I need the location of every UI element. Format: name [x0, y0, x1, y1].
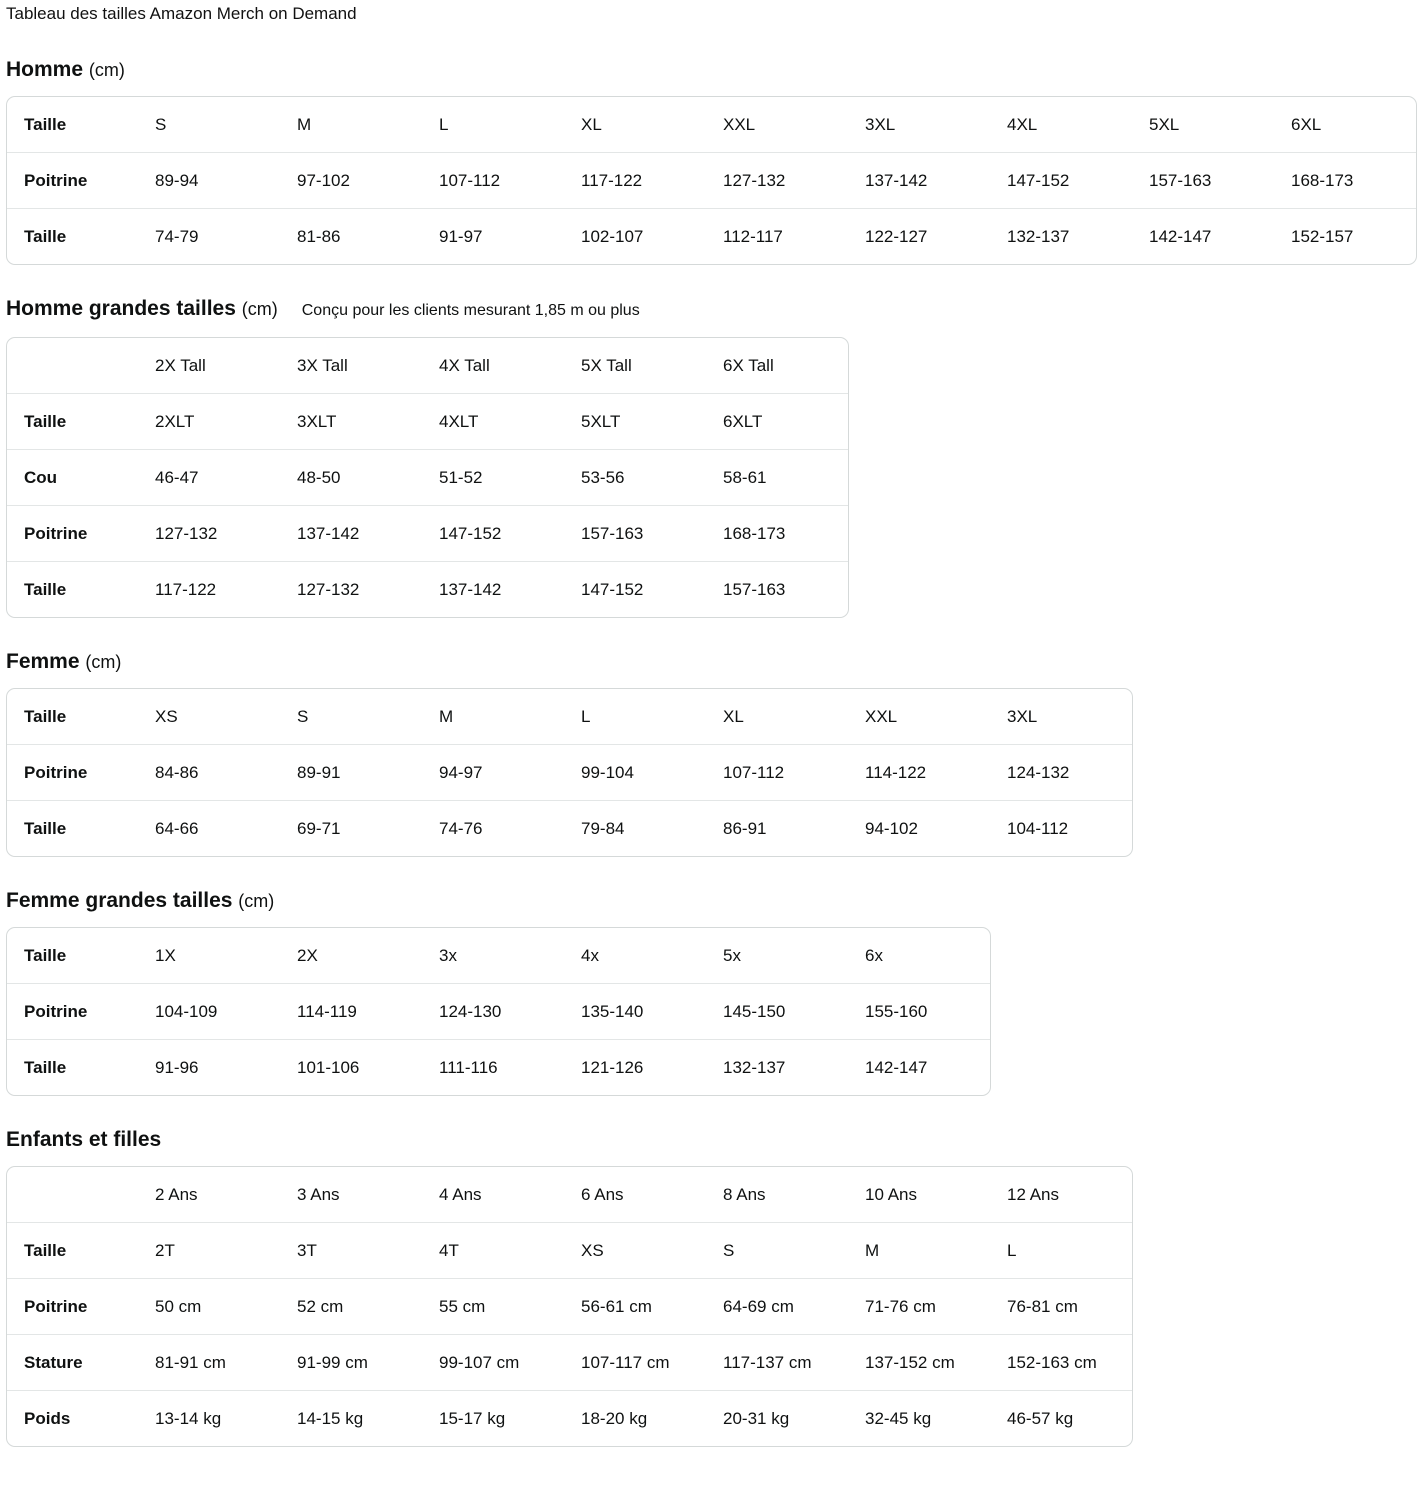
table-row: [7, 1334, 1132, 1390]
value-cell: 104-112: [990, 800, 1132, 856]
value-cell: 15-17 kg: [422, 1390, 564, 1446]
row-label-cell: Poids: [7, 1390, 138, 1446]
section-heading-femme-grandes-tailles: [6, 887, 1411, 915]
value-cell: 5XLT: [564, 393, 706, 449]
value-cell: 107-112: [706, 744, 848, 800]
section-femme: [6, 648, 1411, 857]
column-header-cell: 6 Ans: [581, 1184, 624, 1204]
value-cell: 64-69 cm: [706, 1278, 848, 1334]
value-cell: 58-61: [706, 449, 848, 505]
section-heading-homme: [6, 56, 1411, 84]
value-cell: 2T: [138, 1222, 280, 1278]
value-cell: 114-119: [280, 983, 422, 1039]
table-row: [7, 208, 1416, 264]
value-cell: 97-102: [280, 152, 422, 208]
value-cell: 99-104: [564, 744, 706, 800]
row-label-cell: [7, 1167, 138, 1222]
section-heading-text: Femme: [6, 650, 80, 673]
size-table-femme-grandes-tailles: [6, 927, 991, 1096]
section-heading-text: Femme grandes tailles: [6, 889, 233, 912]
column-header-cell: 5X Tall: [581, 355, 632, 375]
table-row: [7, 1390, 1132, 1446]
column-header-cell: 8 Ans: [723, 1184, 766, 1204]
size-table-homme-grandes-tailles: [6, 337, 849, 618]
value-cell: 124-132: [990, 744, 1132, 800]
value-cell: 94-97: [422, 744, 564, 800]
value-cell: 91-99 cm: [280, 1334, 422, 1390]
row-label-cell: [7, 338, 138, 393]
value-cell: 89-91: [280, 744, 422, 800]
value-cell: 3T: [280, 1222, 422, 1278]
value-cell: 89-94: [138, 152, 280, 208]
table-row: [7, 1039, 990, 1095]
table-header-row: [7, 1167, 1132, 1222]
value-cell: 168-173: [1274, 152, 1416, 208]
column-header-cell: 5x: [723, 945, 741, 965]
value-cell: 135-140: [564, 983, 706, 1039]
row-label-cell: Poitrine: [7, 1278, 138, 1334]
value-cell: M: [848, 1222, 990, 1278]
value-cell: 145-150: [706, 983, 848, 1039]
value-cell: 157-163: [706, 561, 848, 617]
value-cell: 117-122: [564, 152, 706, 208]
value-cell: 107-117 cm: [564, 1334, 706, 1390]
value-cell: 14-15 kg: [280, 1390, 422, 1446]
value-cell: 50 cm: [138, 1278, 280, 1334]
value-cell: 18-20 kg: [564, 1390, 706, 1446]
row-label-cell: Stature: [7, 1334, 138, 1390]
value-cell: 84-86: [138, 744, 280, 800]
column-header-cell: XL: [581, 114, 602, 134]
value-cell: 142-147: [1132, 208, 1274, 264]
value-cell: 114-122: [848, 744, 990, 800]
column-header-cell: 4 Ans: [439, 1184, 482, 1204]
section-heading-unit: (cm): [85, 652, 122, 672]
value-cell: 127-132: [280, 561, 422, 617]
column-header-cell: 6x: [865, 945, 883, 965]
value-cell: 147-152: [990, 152, 1132, 208]
value-cell: 111-116: [422, 1039, 564, 1095]
table-row: [7, 393, 848, 449]
column-header-cell: 12 Ans: [1007, 1184, 1059, 1204]
value-cell: 137-142: [848, 152, 990, 208]
value-cell: 81-91 cm: [138, 1334, 280, 1390]
section-heading-femme: [6, 648, 1411, 676]
section-heading-unit: (cm): [241, 299, 278, 319]
size-table-femme: [6, 688, 1133, 857]
value-cell: 104-109: [138, 983, 280, 1039]
value-cell: 71-76 cm: [848, 1278, 990, 1334]
table-row: [7, 983, 990, 1039]
value-cell: 55 cm: [422, 1278, 564, 1334]
value-cell: 132-137: [706, 1039, 848, 1095]
column-header-cell: S: [297, 706, 309, 726]
table-row: [7, 561, 848, 617]
value-cell: 107-112: [422, 152, 564, 208]
value-cell: 101-106: [280, 1039, 422, 1095]
column-header-cell: XL: [723, 706, 744, 726]
value-cell: 137-152 cm: [848, 1334, 990, 1390]
value-cell: 4T: [422, 1222, 564, 1278]
column-header-cell: 3XL: [1007, 706, 1038, 726]
table-header-row: [7, 338, 848, 393]
column-header-cell: M: [439, 706, 454, 726]
row-label-cell: Taille: [24, 114, 67, 134]
value-cell: 53-56: [564, 449, 706, 505]
value-cell: 20-31 kg: [706, 1390, 848, 1446]
table-row: [7, 505, 848, 561]
value-cell: 155-160: [848, 983, 990, 1039]
section-homme-grandes-tailles: [6, 295, 1411, 618]
value-cell: 64-66: [138, 800, 280, 856]
value-cell: 74-76: [422, 800, 564, 856]
column-header-cell: 3XL: [865, 114, 896, 134]
value-cell: XS: [564, 1222, 706, 1278]
row-label-cell: Cou: [7, 449, 138, 505]
column-header-cell: 2 Ans: [155, 1184, 198, 1204]
value-cell: 152-157: [1274, 208, 1416, 264]
row-label-cell: Taille: [7, 393, 138, 449]
column-header-cell: 6XL: [1291, 114, 1322, 134]
value-cell: 112-117: [706, 208, 848, 264]
value-cell: 127-132: [706, 152, 848, 208]
row-label-cell: Poitrine: [7, 744, 138, 800]
column-header-cell: S: [155, 114, 167, 134]
section-heading-text: Homme: [6, 58, 84, 81]
value-cell: 46-47: [138, 449, 280, 505]
table-row: [7, 1222, 1132, 1278]
row-label-cell: Poitrine: [7, 152, 138, 208]
column-header-cell: 3 Ans: [297, 1184, 340, 1204]
value-cell: 99-107 cm: [422, 1334, 564, 1390]
column-header-cell: 3X Tall: [297, 355, 348, 375]
value-cell: 32-45 kg: [848, 1390, 990, 1446]
row-label-cell: Taille: [7, 800, 138, 856]
value-cell: 69-71: [280, 800, 422, 856]
column-header-cell: 1X: [155, 945, 176, 965]
table-row: [7, 449, 848, 505]
table-header-row: [7, 689, 1132, 744]
section-heading-text: Homme grandes tailles: [6, 297, 236, 320]
column-header-cell: XXL: [865, 706, 898, 726]
column-header-cell: 3x: [439, 945, 457, 965]
value-cell: 157-163: [1132, 152, 1274, 208]
value-cell: 51-52: [422, 449, 564, 505]
value-cell: 137-142: [422, 561, 564, 617]
value-cell: 147-152: [564, 561, 706, 617]
value-cell: 152-163 cm: [990, 1334, 1132, 1390]
section-heading-note: Conçu pour les clients mesurant 1,85 m ou plus: [301, 302, 640, 319]
value-cell: 76-81 cm: [990, 1278, 1132, 1334]
table-header-row: [7, 928, 990, 983]
value-cell: 48-50: [280, 449, 422, 505]
value-cell: 147-152: [422, 505, 564, 561]
value-cell: 81-86: [280, 208, 422, 264]
value-cell: 46-57 kg: [990, 1390, 1132, 1446]
section-heading-homme-grandes-tailles: [6, 295, 1411, 325]
value-cell: 142-147: [848, 1039, 990, 1095]
value-cell: S: [706, 1222, 848, 1278]
value-cell: 2XLT: [138, 393, 280, 449]
column-header-cell: 5XL: [1149, 114, 1180, 134]
row-label-cell: Taille: [7, 208, 138, 264]
value-cell: L: [990, 1222, 1132, 1278]
column-header-cell: 2X: [297, 945, 318, 965]
page-title: Tableau des tailles Amazon Merch on Demand: [6, 4, 357, 23]
column-header-cell: XXL: [723, 114, 756, 134]
row-label-cell: Poitrine: [7, 983, 138, 1039]
value-cell: 91-97: [422, 208, 564, 264]
value-cell: 52 cm: [280, 1278, 422, 1334]
size-table-enfants-et-filles: [6, 1166, 1133, 1447]
value-cell: 168-173: [706, 505, 848, 561]
column-header-cell: 4x: [581, 945, 599, 965]
value-cell: 124-130: [422, 983, 564, 1039]
column-header-cell: M: [297, 114, 312, 134]
section-femme-grandes-tailles: [6, 887, 1411, 1096]
section-heading-enfants-et-filles: [6, 1126, 1411, 1154]
table-header-row: [7, 97, 1416, 152]
column-header-cell: L: [581, 706, 591, 726]
row-label-cell: Taille: [24, 706, 67, 726]
column-header-cell: 6X Tall: [723, 355, 774, 375]
value-cell: 74-79: [138, 208, 280, 264]
value-cell: 157-163: [564, 505, 706, 561]
column-header-cell: 10 Ans: [865, 1184, 917, 1204]
value-cell: 94-102: [848, 800, 990, 856]
section-heading-text: Enfants et filles: [6, 1128, 162, 1151]
table-row: [7, 1278, 1132, 1334]
section-enfants-et-filles: [6, 1126, 1411, 1447]
row-label-cell: Taille: [7, 1039, 138, 1095]
value-cell: 56-61 cm: [564, 1278, 706, 1334]
value-cell: 132-137: [990, 208, 1132, 264]
column-header-cell: XS: [155, 706, 178, 726]
row-label-cell: Taille: [24, 945, 67, 965]
column-header-cell: L: [439, 114, 449, 134]
value-cell: 117-122: [138, 561, 280, 617]
row-label-cell: Taille: [7, 561, 138, 617]
section-heading-unit: (cm): [88, 60, 125, 80]
value-cell: 3XLT: [280, 393, 422, 449]
value-cell: 6XLT: [706, 393, 848, 449]
value-cell: 127-132: [138, 505, 280, 561]
size-table-homme: [6, 96, 1417, 265]
value-cell: 79-84: [564, 800, 706, 856]
value-cell: 4XLT: [422, 393, 564, 449]
column-header-cell: 4X Tall: [439, 355, 490, 375]
value-cell: 91-96: [138, 1039, 280, 1095]
value-cell: 86-91: [706, 800, 848, 856]
value-cell: 121-126: [564, 1039, 706, 1095]
section-homme: [6, 56, 1411, 265]
row-label-cell: Poitrine: [7, 505, 138, 561]
value-cell: 122-127: [848, 208, 990, 264]
value-cell: 137-142: [280, 505, 422, 561]
table-row: [7, 744, 1132, 800]
column-header-cell: 4XL: [1007, 114, 1038, 134]
value-cell: 102-107: [564, 208, 706, 264]
section-heading-unit: (cm): [238, 891, 275, 911]
value-cell: 13-14 kg: [138, 1390, 280, 1446]
row-label-cell: Taille: [7, 1222, 138, 1278]
value-cell: 117-137 cm: [706, 1334, 848, 1390]
column-header-cell: 2X Tall: [155, 355, 206, 375]
table-row: [7, 800, 1132, 856]
table-row: [7, 152, 1416, 208]
